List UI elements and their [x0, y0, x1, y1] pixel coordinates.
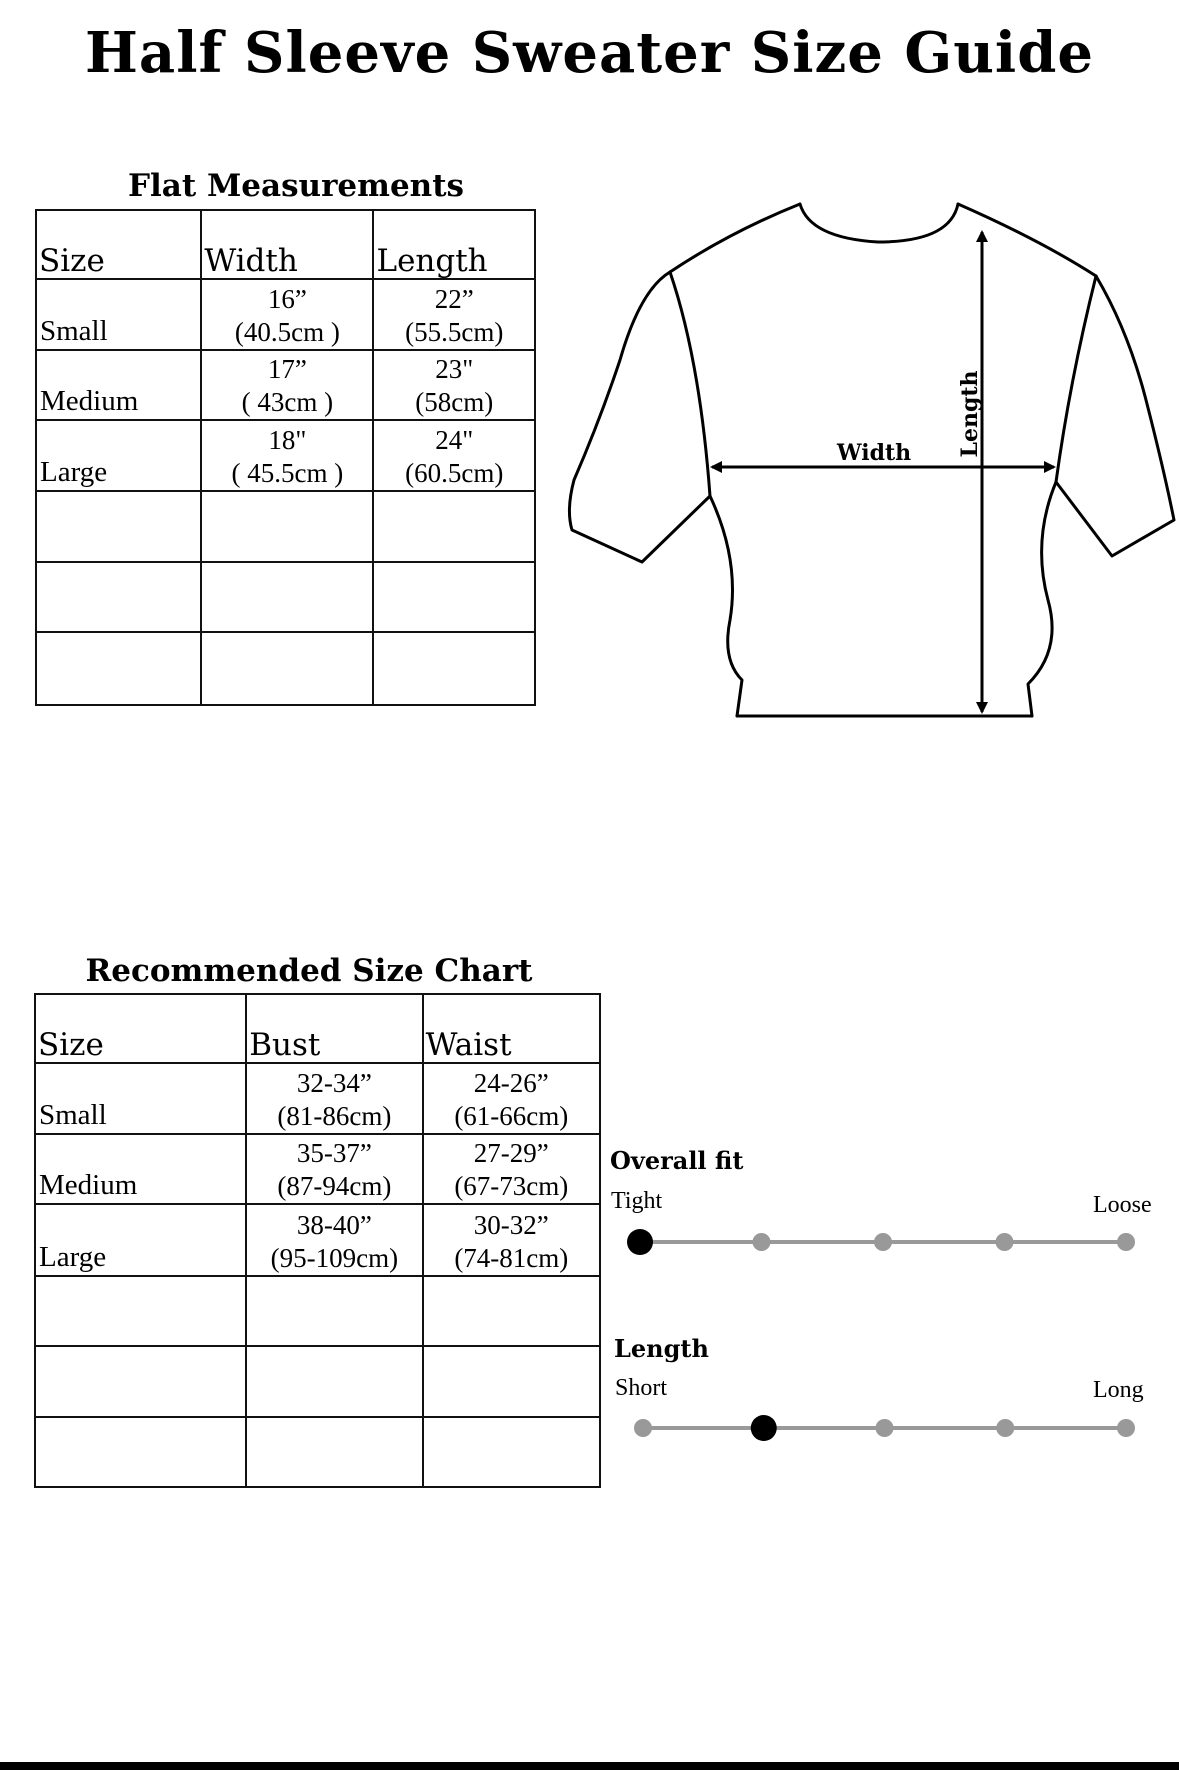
- bust-small: 32-34” (81-86cm): [246, 1063, 422, 1134]
- waist-large: 30-32” (74-81cm): [423, 1204, 600, 1276]
- bust-medium: 35-37” (87-94cm): [246, 1134, 422, 1204]
- waist-small: 24-26” (61-66cm): [423, 1063, 600, 1134]
- scale-dot: [634, 1419, 652, 1437]
- bottom-border: [0, 1762, 1179, 1770]
- scale-dot: [753, 1233, 771, 1251]
- right-body-side: [1028, 482, 1056, 716]
- sweater-diagram: [560, 190, 1179, 730]
- scale-dot: [1117, 1233, 1135, 1251]
- recommended-size-table: [34, 993, 601, 1488]
- width-medium: 17” ( 43cm ): [201, 350, 373, 420]
- waist-medium: 27-29” (67-73cm): [423, 1134, 600, 1204]
- length-small: 22” (55.5cm): [373, 279, 535, 350]
- scale-dot: [996, 1419, 1014, 1437]
- size-small: Small: [35, 1063, 246, 1134]
- table-row: [35, 1204, 600, 1276]
- flat-measurements-heading: Flat Measurements: [128, 168, 464, 204]
- size-medium: Medium: [35, 1134, 246, 1204]
- right-sleeve-inner: [1056, 276, 1096, 482]
- scale-dot: [876, 1419, 894, 1437]
- scale-dot: [996, 1233, 1014, 1251]
- empty-row: [36, 562, 535, 632]
- header-width: Width: [201, 210, 373, 279]
- length-label: Length: [957, 370, 983, 458]
- width-small: 16” (40.5cm ): [201, 279, 373, 350]
- empty-row: [35, 1417, 600, 1487]
- header-size: Size: [36, 210, 201, 279]
- empty-row: [36, 632, 535, 705]
- bust-large: 38-40” (95-109cm): [246, 1204, 422, 1276]
- length-fit-scale: [620, 1408, 1140, 1448]
- width-large: 18" ( 45.5cm ): [201, 420, 373, 491]
- header-waist: Waist: [423, 994, 600, 1063]
- table-row: [35, 1063, 600, 1134]
- scale-selected-dot: [627, 1229, 653, 1255]
- empty-row: [35, 1346, 600, 1417]
- overall-fit-label: Overall fit: [610, 1146, 744, 1175]
- empty-row: [35, 1276, 600, 1346]
- size-medium: Medium: [36, 350, 201, 420]
- overall-fit-min-label: Tight: [611, 1188, 663, 1214]
- width-label: Width: [836, 440, 912, 466]
- table-row: [36, 420, 535, 491]
- size-small: Small: [36, 279, 201, 350]
- left-sleeve-inner: [670, 272, 710, 496]
- overall-fit-max-label: Loose: [1093, 1192, 1152, 1218]
- recommended-size-chart-heading: Recommended Size Chart: [85, 953, 533, 989]
- table-row: [36, 279, 535, 350]
- left-sleeve: [569, 272, 710, 562]
- overall-fit-scale: [620, 1222, 1140, 1262]
- table-row: [36, 350, 535, 420]
- flat-measurements-table: [35, 209, 536, 706]
- header-size: Size: [35, 994, 246, 1063]
- empty-row: [36, 491, 535, 562]
- neckline: [800, 204, 958, 242]
- header-length: Length: [373, 210, 535, 279]
- page-title: Half Sleeve Sweater Size Guide: [85, 20, 1094, 86]
- length-fit-label: Length: [614, 1334, 709, 1363]
- size-large: Large: [36, 420, 201, 491]
- left-shoulder: [670, 204, 800, 272]
- table-header-row: [35, 994, 600, 1063]
- right-sleeve: [1056, 276, 1174, 556]
- scale-dot: [874, 1233, 892, 1251]
- scale-selected-dot: [751, 1415, 777, 1441]
- right-shoulder: [958, 204, 1096, 276]
- header-bust: Bust: [246, 994, 422, 1063]
- length-fit-min-label: Short: [615, 1375, 668, 1401]
- left-body-side: [710, 496, 742, 716]
- length-medium: 23" (58cm): [373, 350, 535, 420]
- size-large: Large: [35, 1204, 246, 1276]
- table-row: [35, 1134, 600, 1204]
- scale-dot: [1117, 1419, 1135, 1437]
- table-header-row: [36, 210, 535, 279]
- length-fit-max-label: Long: [1093, 1377, 1144, 1403]
- length-large: 24" (60.5cm): [373, 420, 535, 491]
